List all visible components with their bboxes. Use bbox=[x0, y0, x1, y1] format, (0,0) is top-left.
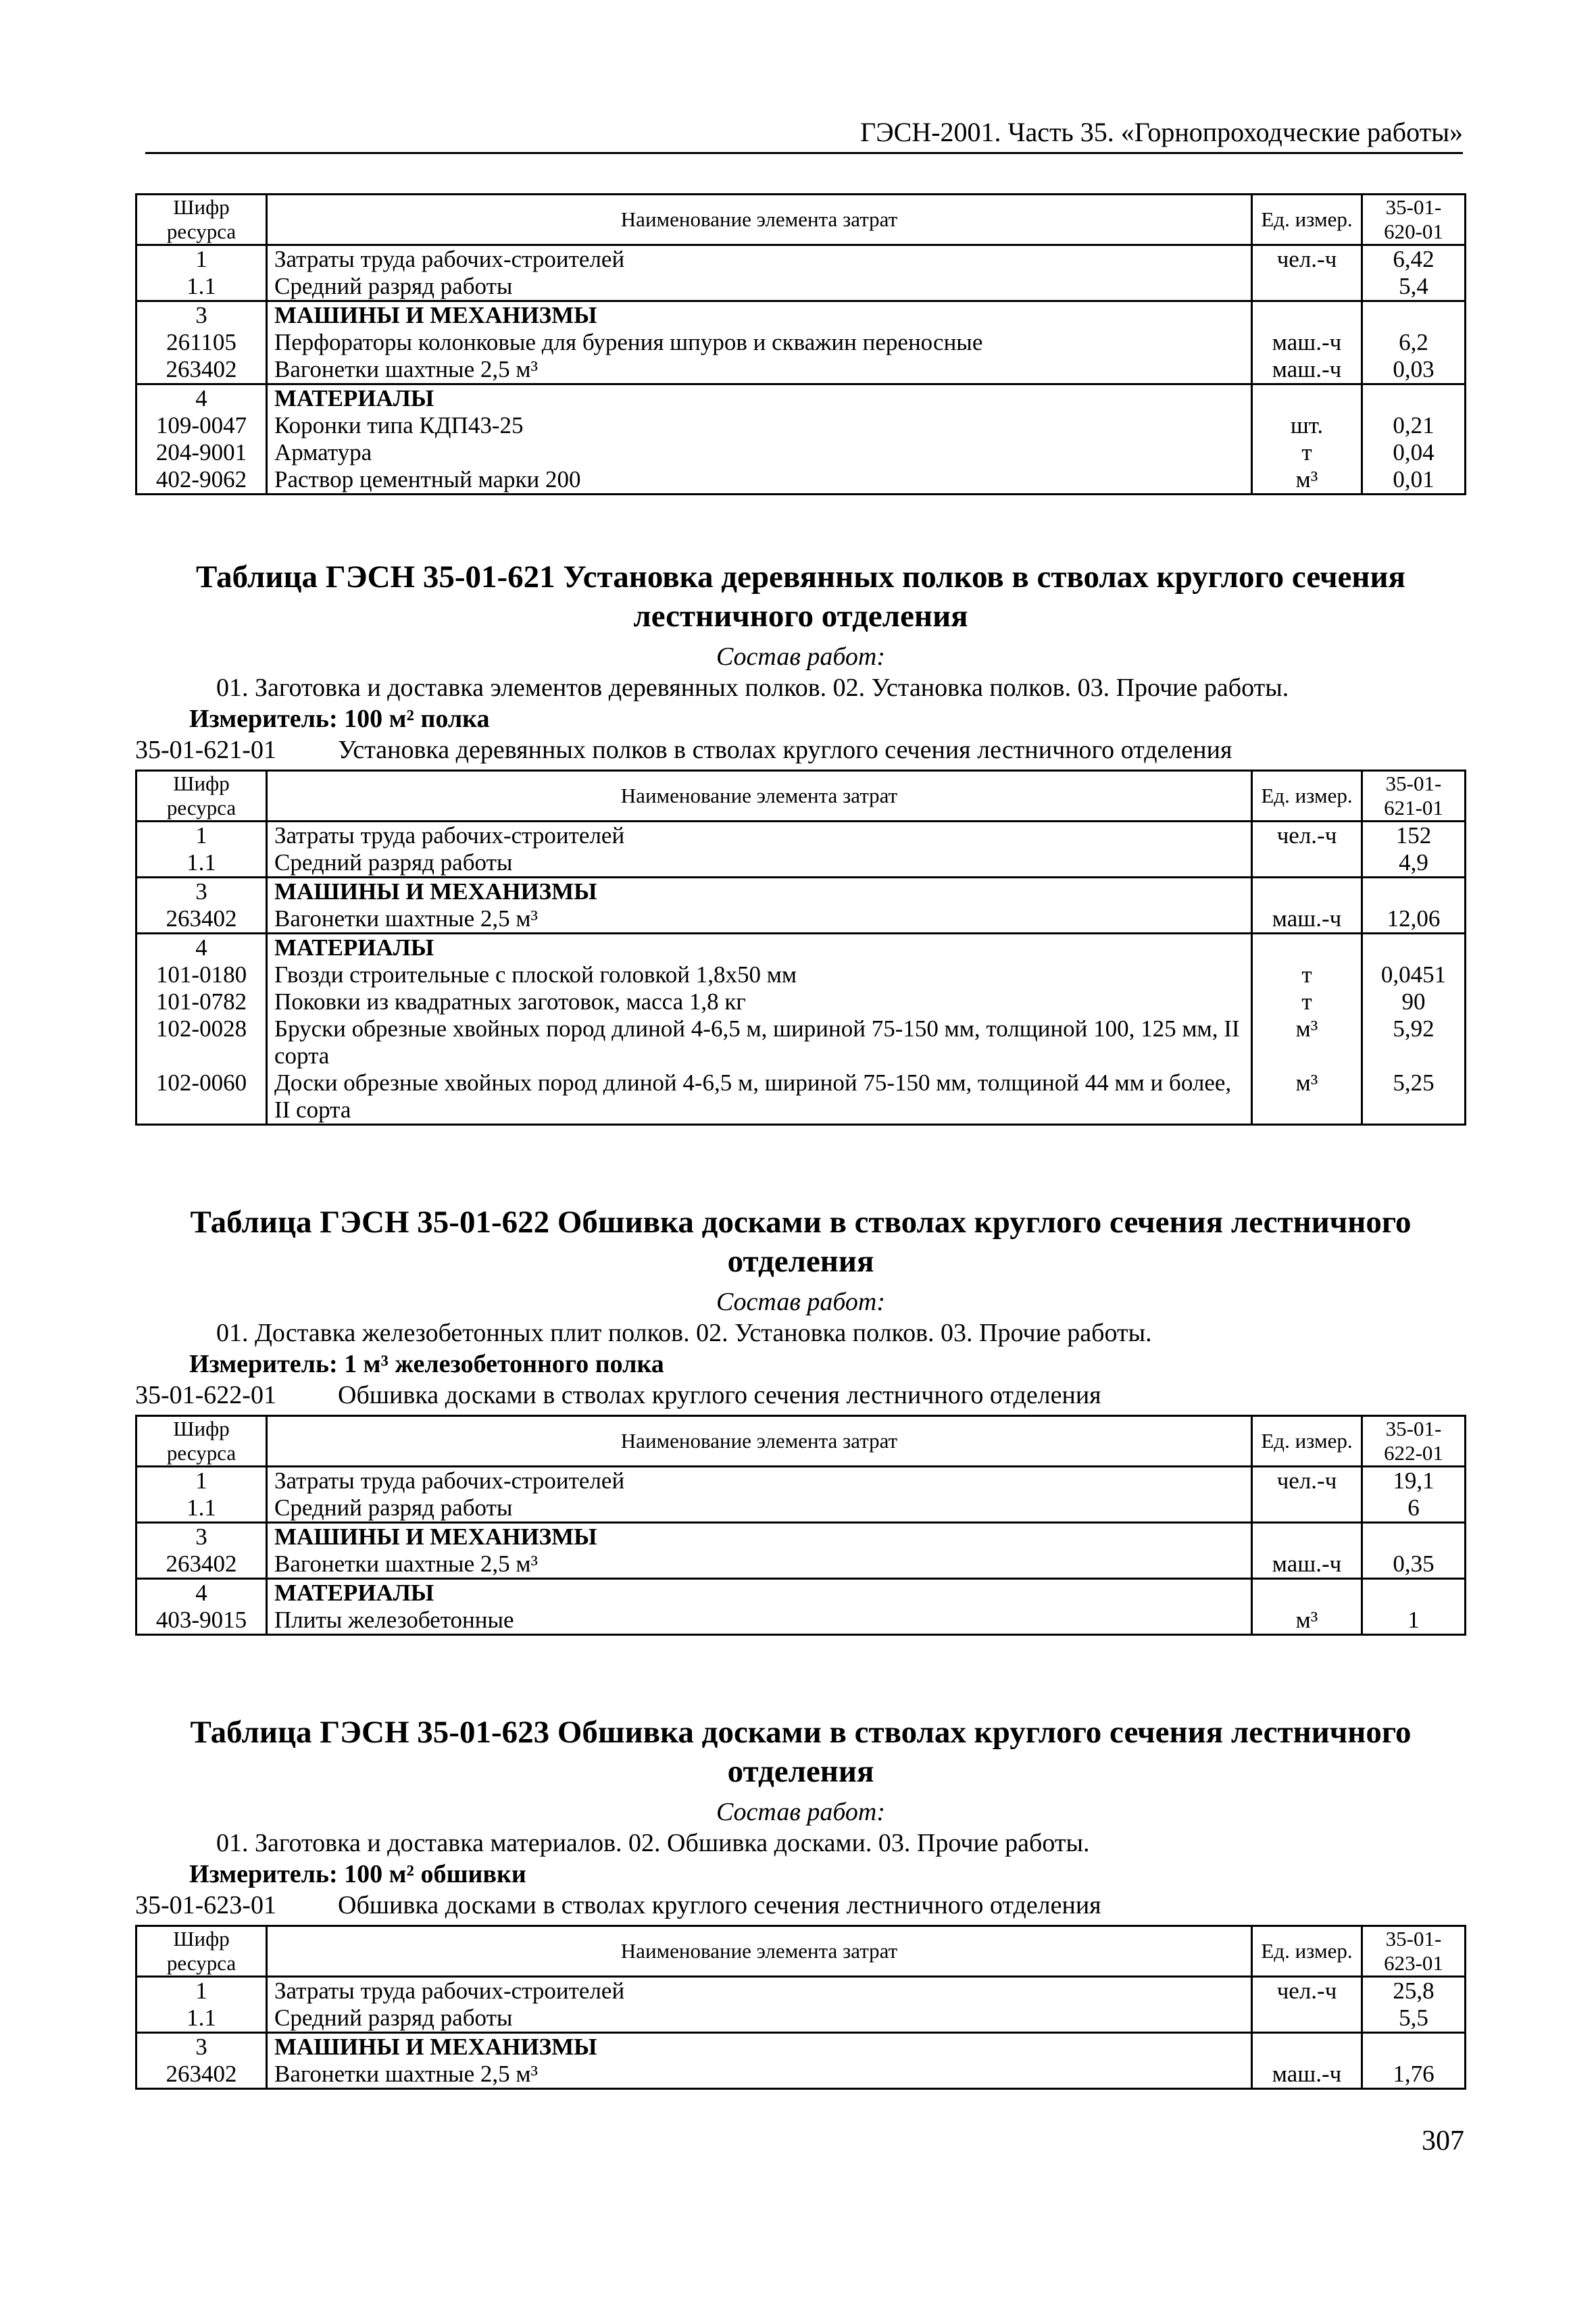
resource-code: 1.1 bbox=[136, 2005, 267, 2033]
col-header-name: Наименование элемента затрат bbox=[267, 1926, 1252, 1977]
resource-unit bbox=[1252, 849, 1362, 878]
norm-code-line bbox=[135, 1380, 1466, 1411]
resource-value: 0,04 bbox=[1362, 439, 1466, 466]
resource-name: Бруски обрезные хвойных пород длиной 4-6,5 м, шириной 75-150 мм, толщиной 100, 125 мм, II сорта bbox=[267, 1015, 1252, 1070]
resource-value: 0,35 bbox=[1362, 1551, 1466, 1579]
resource-name: Поковки из квадратных заготовок, масса 1,8 кг bbox=[267, 988, 1252, 1015]
resource-value bbox=[1362, 1579, 1466, 1607]
measure-unit: Измеритель: 100 м² обшивки bbox=[189, 1860, 526, 1888]
resource-value: 1,76 bbox=[1362, 2061, 1466, 2089]
resource-name: Средний разряд работы bbox=[267, 2005, 1252, 2033]
resource-unit: чел.-ч bbox=[1252, 245, 1362, 274]
resource-unit: чел.-ч bbox=[1252, 1467, 1362, 1495]
resource-name: МАТЕРИАЛЫ bbox=[267, 934, 1252, 962]
resource-unit: т bbox=[1252, 439, 1362, 466]
measure-unit: Измеритель: 1 м³ железобетонного полка bbox=[189, 1350, 664, 1378]
resource-unit: т bbox=[1252, 961, 1362, 988]
resource-code: 263402 bbox=[136, 356, 267, 384]
col-header-name: Наименование элемента затрат bbox=[267, 195, 1252, 245]
resource-name: Коронки типа КДП43-25 bbox=[267, 412, 1252, 439]
resource-table bbox=[135, 1415, 1466, 1636]
resource-unit: м³ bbox=[1252, 1607, 1362, 1635]
resource-code: 4 bbox=[136, 934, 267, 962]
norm-code: 35-01-622-01 bbox=[135, 1381, 276, 1409]
resource-unit: маш.-ч bbox=[1252, 356, 1362, 384]
resource-unit bbox=[1252, 301, 1362, 330]
resource-code: 102-0060 bbox=[136, 1070, 267, 1125]
resource-name: Затраты труда рабочих-строителей bbox=[267, 822, 1252, 850]
resource-name: Вагонетки шахтные 2,5 м³ bbox=[267, 356, 1252, 384]
resource-name: Арматура bbox=[267, 439, 1252, 466]
resource-unit bbox=[1252, 1523, 1362, 1551]
norm-description: Установка деревянных полков в стволах круглого сечения лестничного отделения bbox=[338, 736, 1232, 764]
table-title: Таблица ГЭСН 35-01-621 Установка деревянных полков в стволах круглого сечения лестничного отделения bbox=[196, 559, 1405, 634]
resource-unit: чел.-ч bbox=[1252, 1977, 1362, 2005]
resource-name: МАШИНЫ И МЕХАНИЗМЫ bbox=[267, 2033, 1252, 2061]
resource-code: 102-0028 bbox=[136, 1015, 267, 1070]
table-row bbox=[136, 1467, 1466, 1495]
resource-code: 1 bbox=[136, 1977, 267, 2005]
resource-code: 3 bbox=[136, 878, 267, 906]
norm-code: 35-01-621-01 bbox=[135, 736, 276, 764]
resource-unit bbox=[1252, 2005, 1362, 2033]
resource-name: Перфораторы колонковые для бурения шпуров и скважин переносные bbox=[267, 329, 1252, 356]
resource-value: 6,42 bbox=[1362, 245, 1466, 274]
table-row bbox=[136, 301, 1466, 330]
resource-value: 0,03 bbox=[1362, 356, 1466, 384]
resource-value: 90 bbox=[1362, 988, 1466, 1015]
table-header-row bbox=[136, 1416, 1466, 1467]
resource-code: 261105 bbox=[136, 329, 267, 356]
table-row bbox=[136, 1070, 1466, 1125]
table-row bbox=[136, 1494, 1466, 1523]
resource-group bbox=[136, 822, 1466, 878]
table-row bbox=[136, 273, 1466, 301]
resource-group bbox=[136, 301, 1466, 384]
col-header-unit: Ед. измер. bbox=[1252, 195, 1362, 245]
resource-name: Вагонетки шахтные 2,5 м³ bbox=[267, 1551, 1252, 1579]
table-row bbox=[136, 466, 1466, 495]
resource-value: 0,21 bbox=[1362, 412, 1466, 439]
table-row bbox=[136, 2061, 1466, 2089]
resource-value: 5,4 bbox=[1362, 273, 1466, 301]
col-header-code: Шифр ресурса bbox=[136, 195, 267, 245]
resource-name: Вагонетки шахтные 2,5 м³ bbox=[267, 905, 1252, 934]
resource-group bbox=[136, 1467, 1466, 1523]
resource-name: МАТЕРИАЛЫ bbox=[267, 1579, 1252, 1607]
col-header-norm: 35-01-622-01 bbox=[1362, 1416, 1466, 1467]
table-row bbox=[136, 988, 1466, 1015]
resource-value bbox=[1362, 878, 1466, 906]
resource-code: 402-9062 bbox=[136, 466, 267, 495]
resource-unit bbox=[1252, 273, 1362, 301]
resource-unit: маш.-ч bbox=[1252, 905, 1362, 934]
resource-value: 1 bbox=[1362, 1607, 1466, 1635]
resource-code: 1 bbox=[136, 245, 267, 274]
resource-value: 0,0451 bbox=[1362, 961, 1466, 988]
table-row bbox=[136, 934, 1466, 962]
table-row bbox=[136, 412, 1466, 439]
resource-code: 3 bbox=[136, 1523, 267, 1551]
col-header-name: Наименование элемента затрат bbox=[267, 1416, 1252, 1467]
resource-code: 1 bbox=[136, 822, 267, 850]
resource-value bbox=[1362, 301, 1466, 330]
measure-unit: Измеритель: 100 м² полка bbox=[189, 705, 490, 733]
resource-group bbox=[136, 1579, 1466, 1635]
resource-name: Раствор цементный марки 200 bbox=[267, 466, 1252, 495]
resource-value bbox=[1362, 2033, 1466, 2061]
resource-name: МАШИНЫ И МЕХАНИЗМЫ bbox=[267, 301, 1252, 330]
table-row bbox=[136, 961, 1466, 988]
table-row bbox=[136, 1015, 1466, 1070]
resource-code: 1.1 bbox=[136, 273, 267, 301]
resource-unit: шт. bbox=[1252, 412, 1362, 439]
resource-unit bbox=[1252, 1494, 1362, 1523]
resource-name: Затраты труда рабочих-строителей bbox=[267, 245, 1252, 274]
norm-code-line bbox=[135, 734, 1466, 765]
resource-code: 263402 bbox=[136, 2061, 267, 2089]
work-composition-label: Состав работ: bbox=[716, 1288, 886, 1316]
col-header-norm: 35-01-623-01 bbox=[1362, 1926, 1466, 1977]
table-row bbox=[136, 1977, 1466, 2005]
resource-group bbox=[136, 878, 1466, 934]
norm-code: 35-01-623-01 bbox=[135, 1891, 276, 1919]
resource-name: Средний разряд работы bbox=[267, 273, 1252, 301]
resource-group bbox=[136, 384, 1466, 495]
resource-unit: маш.-ч bbox=[1252, 329, 1362, 356]
resource-code: 1.1 bbox=[136, 849, 267, 878]
resource-name: Вагонетки шахтные 2,5 м³ bbox=[267, 2061, 1252, 2089]
col-header-norm: 35-01-620-01 bbox=[1362, 195, 1466, 245]
resource-unit: т bbox=[1252, 988, 1362, 1015]
col-header-code: Шифр ресурса bbox=[136, 1926, 267, 1977]
resource-value: 19,1 bbox=[1362, 1467, 1466, 1495]
resource-code: 4 bbox=[136, 1579, 267, 1607]
work-composition-label: Состав работ: bbox=[716, 643, 886, 671]
resource-value: 5,5 bbox=[1362, 2005, 1466, 2033]
page-number: 307 bbox=[1422, 2126, 1464, 2157]
resource-name: Средний разряд работы bbox=[267, 849, 1252, 878]
resource-value bbox=[1362, 934, 1466, 962]
table-row bbox=[136, 822, 1466, 850]
resource-unit bbox=[1252, 878, 1362, 906]
table-title: Таблица ГЭСН 35-01-622 Обшивка досками в стволах круглого сечения лестничного отделения bbox=[190, 1205, 1412, 1279]
table-section-623 bbox=[135, 1713, 1466, 2090]
resource-value bbox=[1362, 384, 1466, 413]
table-row bbox=[136, 439, 1466, 466]
table-row bbox=[136, 905, 1466, 934]
norm-description: Обшивка досками в стволах круглого сечения лестничного отделения bbox=[338, 1891, 1101, 1919]
resource-unit bbox=[1252, 1579, 1362, 1607]
resource-unit: м³ bbox=[1252, 466, 1362, 495]
table-row bbox=[136, 329, 1466, 356]
resource-group bbox=[136, 1977, 1466, 2033]
resource-value: 5,25 bbox=[1362, 1070, 1466, 1125]
resource-name: Затраты труда рабочих-строителей bbox=[267, 1467, 1252, 1495]
resource-value: 6,2 bbox=[1362, 329, 1466, 356]
table-row bbox=[136, 849, 1466, 878]
resource-value: 5,92 bbox=[1362, 1015, 1466, 1070]
resource-value: 25,8 bbox=[1362, 1977, 1466, 2005]
resource-code: 3 bbox=[136, 2033, 267, 2061]
col-header-unit: Ед. измер. bbox=[1252, 1416, 1362, 1467]
col-header-name: Наименование элемента затрат bbox=[267, 771, 1252, 822]
table-header-row bbox=[136, 771, 1466, 822]
resource-code: 263402 bbox=[136, 905, 267, 934]
table-row bbox=[136, 878, 1466, 906]
table-header-row bbox=[136, 1926, 1466, 1977]
resource-unit: маш.-ч bbox=[1252, 2061, 1362, 2089]
col-header-code: Шифр ресурса bbox=[136, 1416, 267, 1467]
resource-group bbox=[136, 1523, 1466, 1579]
resource-name: Плиты железобетонные bbox=[267, 1607, 1252, 1635]
resource-unit bbox=[1252, 2033, 1362, 2061]
resource-group bbox=[136, 934, 1466, 1125]
resource-table bbox=[135, 770, 1466, 1126]
resource-name: Доски обрезные хвойных пород длиной 4-6,5 м, шириной 75-150 мм, толщиной 44 мм и более, II сорта bbox=[267, 1070, 1252, 1125]
table-section-621 bbox=[135, 557, 1466, 1126]
resource-value: 12,06 bbox=[1362, 905, 1466, 934]
resource-name: МАШИНЫ И МЕХАНИЗМЫ bbox=[267, 1523, 1252, 1551]
col-header-unit: Ед. измер. bbox=[1252, 771, 1362, 822]
table-row bbox=[136, 2033, 1466, 2061]
resource-unit bbox=[1252, 934, 1362, 962]
resource-code: 1.1 bbox=[136, 1494, 267, 1523]
resource-name: Гвозди строительные с плоской головкой 1,8х50 мм bbox=[267, 961, 1252, 988]
resource-code: 101-0180 bbox=[136, 961, 267, 988]
table-row bbox=[136, 356, 1466, 384]
resource-name: МАШИНЫ И МЕХАНИЗМЫ bbox=[267, 878, 1252, 906]
resource-unit: чел.-ч bbox=[1252, 822, 1362, 850]
table-section-620 bbox=[135, 189, 1466, 495]
resource-value: 152 bbox=[1362, 822, 1466, 850]
work-composition-label: Состав работ: bbox=[716, 1798, 886, 1826]
table-row bbox=[136, 384, 1466, 413]
resource-code: 263402 bbox=[136, 1551, 267, 1579]
resource-name: Средний разряд работы bbox=[267, 1494, 1252, 1523]
work-composition-text: 01. Заготовка и доставка материалов. 02. Обшивка досками. 03. Прочие работы. bbox=[216, 1829, 1090, 1857]
resource-code: 3 bbox=[136, 301, 267, 330]
col-header-unit: Ед. измер. bbox=[1252, 1926, 1362, 1977]
resource-unit: м³ bbox=[1252, 1015, 1362, 1070]
table-title: Таблица ГЭСН 35-01-623 Обшивка досками в стволах круглого сечения лестничного отделения bbox=[190, 1715, 1412, 1789]
table-section-622 bbox=[135, 1203, 1466, 1636]
resource-value: 4,9 bbox=[1362, 849, 1466, 878]
resource-code: 204-9001 bbox=[136, 439, 267, 466]
resource-code: 1 bbox=[136, 1467, 267, 1495]
table-row bbox=[136, 2005, 1466, 2033]
col-header-code: Шифр ресурса bbox=[136, 771, 267, 822]
resource-unit: маш.-ч bbox=[1252, 1551, 1362, 1579]
table-row bbox=[136, 1551, 1466, 1579]
resource-unit bbox=[1252, 384, 1362, 413]
resource-code: 4 bbox=[136, 384, 267, 413]
resource-table bbox=[135, 193, 1466, 495]
work-composition-text: 01. Доставка железобетонных плит полков. 02. Установка полков. 03. Прочие работы. bbox=[216, 1319, 1152, 1347]
col-header-norm: 35-01-621-01 bbox=[1362, 771, 1466, 822]
resource-name: МАТЕРИАЛЫ bbox=[267, 384, 1252, 413]
resource-code: 109-0047 bbox=[136, 412, 267, 439]
resource-value bbox=[1362, 1523, 1466, 1551]
table-row bbox=[136, 1607, 1466, 1635]
resource-code: 101-0782 bbox=[136, 988, 267, 1015]
running-header: ГЭСН-2001. Часть 35. «Горнопроходческие работы» bbox=[145, 116, 1463, 154]
resource-name: Затраты труда рабочих-строителей bbox=[267, 1977, 1252, 2005]
resource-code: 403-9015 bbox=[136, 1607, 267, 1635]
norm-description: Обшивка досками в стволах круглого сечения лестничного отделения bbox=[338, 1381, 1101, 1409]
resource-value: 0,01 bbox=[1362, 466, 1466, 495]
resource-group bbox=[136, 245, 1466, 301]
work-composition-text: 01. Заготовка и доставка элементов деревянных полков. 02. Установка полков. 03. Прочие работы. bbox=[216, 674, 1289, 702]
resource-value: 6 bbox=[1362, 1494, 1466, 1523]
table-row bbox=[136, 1523, 1466, 1551]
resource-unit: м³ bbox=[1252, 1070, 1362, 1125]
resource-table bbox=[135, 1925, 1466, 2090]
table-row bbox=[136, 245, 1466, 274]
table-row bbox=[136, 1579, 1466, 1607]
norm-code-line bbox=[135, 1890, 1466, 1921]
resource-group bbox=[136, 2033, 1466, 2089]
table-header-row bbox=[136, 195, 1466, 245]
